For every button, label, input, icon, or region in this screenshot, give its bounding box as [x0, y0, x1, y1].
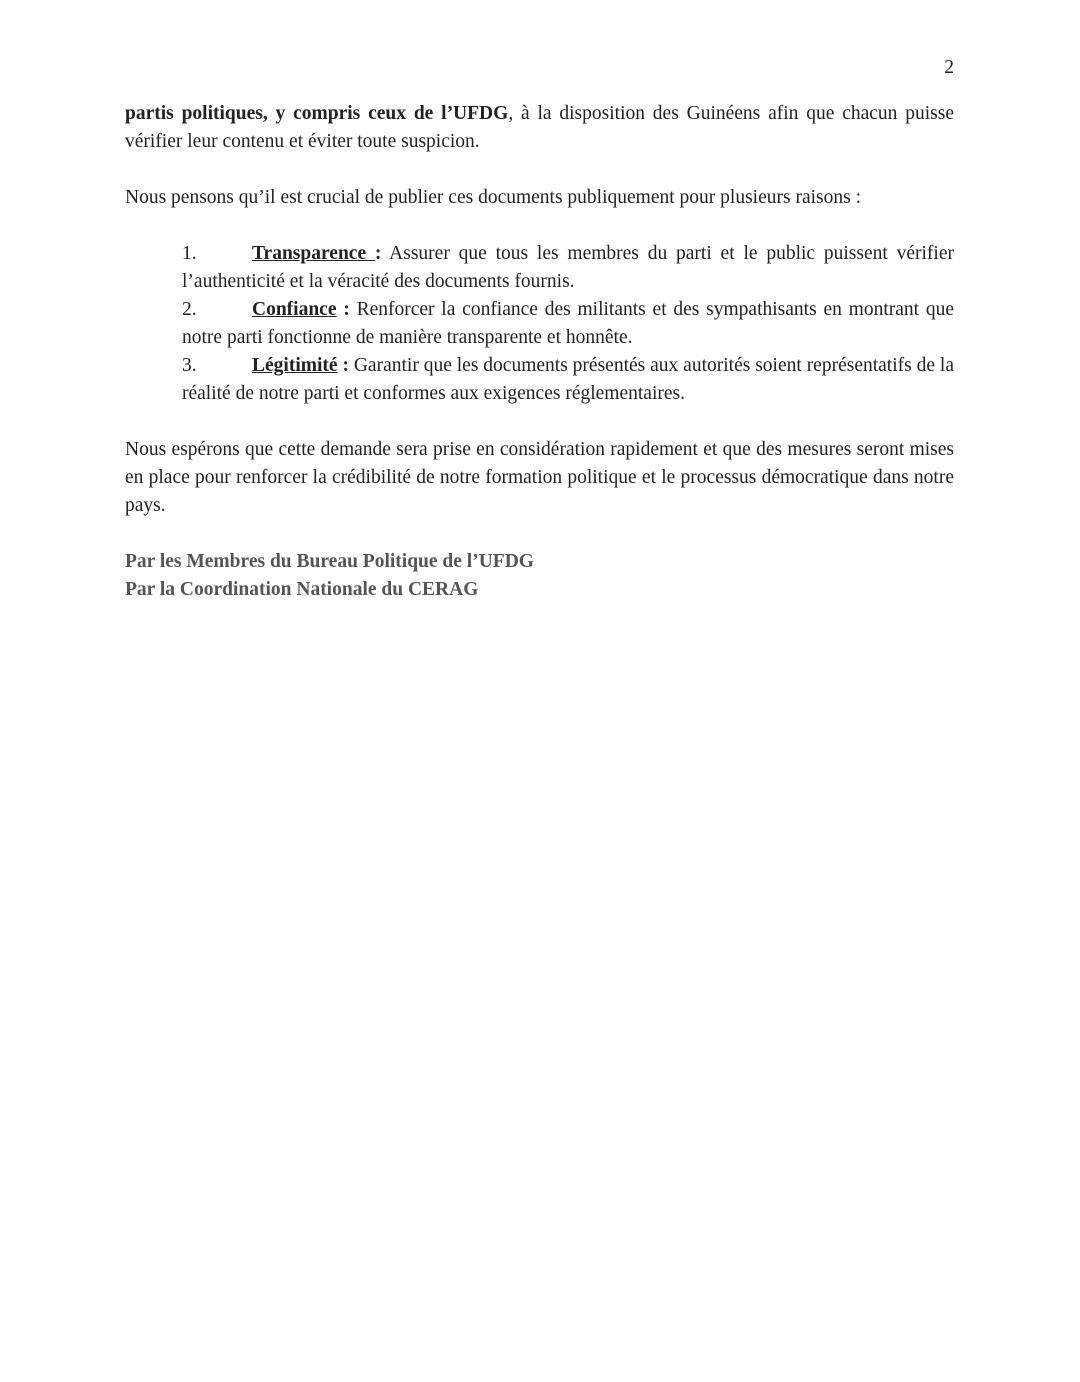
signature-bureau-politique: Par les Membres du Bureau Politique de l’UFDG	[125, 551, 534, 572]
reason-item-transparence	[182, 240, 954, 296]
paragraph-reasons-intro: Nous pensons qu’il est crucial de publier ces documents publiquement pour plusieurs raisons :	[125, 187, 861, 208]
reason-colon: :	[337, 355, 349, 376]
document-body	[125, 100, 954, 604]
reason-number: 2.	[182, 299, 197, 320]
reason-number: 1.	[182, 243, 197, 264]
reason-term: Légitimité	[252, 355, 338, 376]
reason-term: Transparence	[252, 243, 375, 264]
reasons-list	[182, 240, 954, 408]
reason-item-confiance	[182, 296, 954, 352]
reason-text: Garantir que les documents présentés aux autorités soient représentatifs de la réalité de notre parti et conformes aux exigences réglementaires.	[182, 355, 954, 404]
paragraph-intro-bold-lead: partis politiques, y compris ceux de l’UFDG	[125, 103, 509, 124]
page-number: 2	[944, 57, 954, 78]
reason-colon: :	[336, 299, 350, 320]
paragraph-intro	[125, 100, 954, 156]
paragraph-conclusion: Nous espérons que cette demande sera prise en considération rapidement et que des mesures seront mises en place pour renforcer la crédibilité de notre formation politique et le processus démocratique dans notre pays.	[125, 439, 954, 516]
reason-term: Confiance	[252, 299, 337, 320]
reason-number: 3.	[182, 355, 197, 376]
reason-colon: :	[374, 243, 382, 264]
signature-coordination-nationale: Par la Coordination Nationale du CERAG	[125, 579, 479, 600]
reason-item-legitimite	[182, 352, 954, 408]
reason-text: Renforcer la confiance des militants et des sympathisants en montrant que notre parti fonctionne de manière transparente et honnête.	[182, 299, 954, 348]
paragraph-intro-rest: , à la disposition des Guinéens afin que chacun puisse vérifier leur contenu et éviter toute suspicion.	[125, 103, 954, 152]
reason-text: Assurer que tous les membres du parti et le public puissent vérifier l’authenticité et la véracité des documents fournis.	[182, 243, 954, 292]
